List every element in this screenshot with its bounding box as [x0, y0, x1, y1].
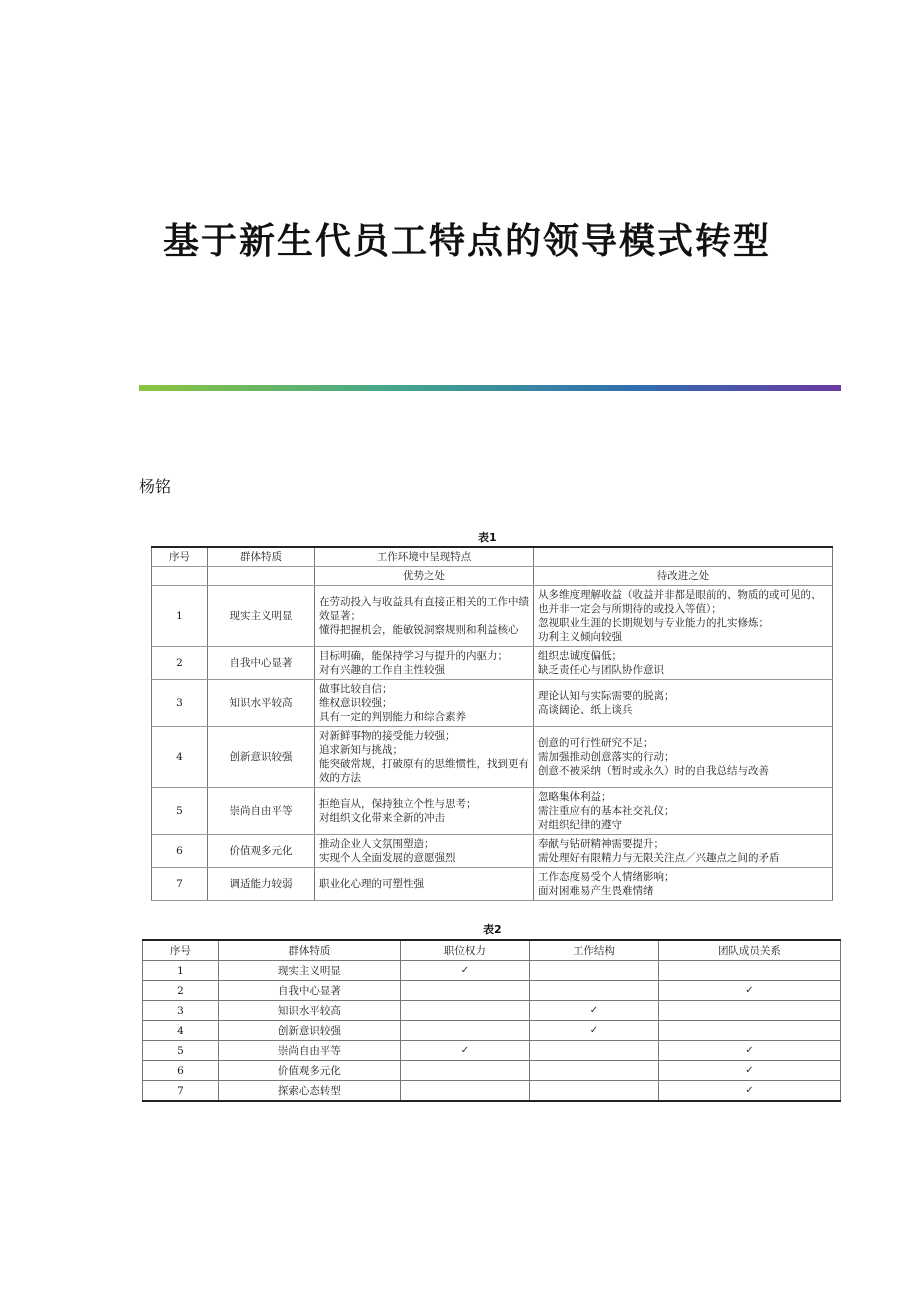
t1-cell-advantages — [315, 586, 534, 647]
t2-cell-power — [400, 1081, 529, 1102]
t1-cell-improvements — [534, 586, 833, 647]
table2-header-row — [143, 940, 841, 961]
t2-cell-power — [400, 1021, 529, 1041]
t1-cell-improvements — [534, 868, 833, 901]
t1-cell-advantages — [315, 788, 534, 835]
t1-cell-num: 6 — [152, 835, 208, 868]
improvement-item: 忽视职业生涯的长期规划与专业能力的扎实修炼； — [538, 617, 769, 629]
advantage-list — [319, 877, 529, 891]
t1-header-blank — [534, 547, 833, 567]
improvement-list — [538, 736, 828, 778]
advantage-item: 对新鲜事物的接受能力较强； — [319, 730, 456, 742]
t1-cell-trait: 创新意识较强 — [208, 727, 315, 788]
t1-subheader-empty — [152, 567, 208, 586]
t2-cell-structure — [529, 1041, 658, 1061]
table1-row — [152, 586, 833, 647]
table1-row — [152, 835, 833, 868]
improvement-item: 缺乏责任心与团队协作意识 — [538, 664, 664, 676]
t2-cell-relation — [658, 1041, 840, 1061]
t1-cell-trait: 自我中心显著 — [208, 647, 315, 680]
table2-body — [143, 961, 841, 1102]
t2-cell-power — [400, 981, 529, 1001]
advantage-item: 具有一定的判别能力和综合素养 — [319, 711, 466, 723]
table2-row — [143, 961, 841, 981]
t1-subheader-empty — [208, 567, 315, 586]
advantage-list — [319, 797, 529, 825]
t2-cell-trait: 自我中心显著 — [218, 981, 400, 1001]
t1-cell-advantages — [315, 680, 534, 727]
t1-cell-num: 2 — [152, 647, 208, 680]
improvement-item: 组织忠诚度偏低； — [538, 650, 622, 662]
t2-cell-relation — [658, 1061, 840, 1081]
t1-cell-num: 3 — [152, 680, 208, 727]
table1-body — [152, 586, 833, 901]
advantage-item: 维权意识较强； — [319, 697, 393, 709]
advantage-item: 推动企业人文氛围塑造； — [319, 838, 435, 850]
t2-cell-num: 2 — [143, 981, 219, 1001]
advantage-list — [319, 682, 529, 724]
advantage-item: 追求新知与挑战； — [319, 744, 403, 756]
t2-cell-power — [400, 1001, 529, 1021]
advantage-list — [319, 729, 529, 785]
t2-cell-power — [400, 1041, 529, 1061]
advantage-item: 在劳动投入与收益具有直接正相关的工作中绩效显著； — [319, 596, 529, 622]
check-icon: ✓ — [460, 965, 470, 976]
advantage-item: 对有兴趣的工作自主性较强 — [319, 664, 445, 676]
author-name: 杨铭 — [139, 477, 172, 496]
check-icon: ✓ — [745, 1065, 754, 1076]
t1-cell-advantages — [315, 868, 534, 901]
improvement-item: 面对困难易产生畏难情绪 — [538, 885, 654, 897]
t2-cell-structure — [529, 981, 658, 1001]
t1-cell-trait: 崇尚自由平等 — [208, 788, 315, 835]
t2-cell-num: 5 — [143, 1041, 219, 1061]
table1-row — [152, 788, 833, 835]
table2-caption: 表2 — [483, 923, 502, 936]
t1-cell-num: 5 — [152, 788, 208, 835]
improvement-item: 对组织纪律的遵守 — [538, 819, 622, 831]
check-icon: ✓ — [589, 1025, 599, 1036]
table1 — [151, 546, 833, 901]
t2-cell-num: 3 — [143, 1001, 219, 1021]
table1-row — [152, 727, 833, 788]
advantage-item: 实现个人全面发展的意愿强烈 — [319, 852, 456, 864]
advantage-list — [319, 837, 529, 865]
check-icon: ✓ — [745, 985, 754, 996]
table1-row — [152, 647, 833, 680]
t2-header-cell: 群体特质 — [218, 940, 400, 961]
t1-header-advantage: 优势之处 — [315, 567, 534, 586]
t1-header-env: 工作环境中呈现特点 — [315, 547, 534, 567]
check-icon: ✓ — [745, 1045, 754, 1056]
t2-header-cell: 工作结构 — [529, 940, 658, 961]
advantage-item: 能突破常规，打破原有的思维惯性，找到更有效的方法 — [319, 758, 529, 784]
t2-cell-num: 6 — [143, 1061, 219, 1081]
t2-cell-trait: 知识水平较高 — [218, 1001, 400, 1021]
advantage-item: 对组织文化带来全新的冲击 — [319, 812, 445, 824]
t2-cell-trait: 现实主义明显 — [218, 961, 400, 981]
advantage-list — [319, 649, 529, 677]
advantage-item: 拒绝盲从，保持独立个性与思考； — [319, 798, 477, 810]
t2-cell-structure — [529, 1001, 658, 1021]
t1-cell-num: 4 — [152, 727, 208, 788]
t1-cell-advantages — [315, 727, 534, 788]
t1-cell-improvements — [534, 788, 833, 835]
t1-header-trait: 群体特质 — [208, 547, 315, 567]
t1-cell-trait: 现实主义明显 — [208, 586, 315, 647]
t2-cell-trait: 创新意识较强 — [218, 1021, 400, 1041]
table2-row — [143, 1041, 841, 1061]
improvement-list — [538, 870, 828, 898]
table2-row — [143, 1061, 841, 1081]
t2-cell-structure — [529, 1081, 658, 1102]
check-icon: ✓ — [460, 1045, 470, 1056]
advantage-item: 职业化心理的可塑性强 — [319, 878, 424, 890]
table2-row — [143, 1001, 841, 1021]
t2-cell-num: 4 — [143, 1021, 219, 1041]
t2-header-cell: 序号 — [143, 940, 219, 961]
improvement-item: 奉献与钻研精神需要提升； — [538, 838, 664, 850]
improvement-item: 忽略集体利益； — [538, 791, 612, 803]
t2-cell-structure — [529, 1061, 658, 1081]
t1-cell-num: 7 — [152, 868, 208, 901]
t1-cell-advantages — [315, 647, 534, 680]
t2-cell-num: 7 — [143, 1081, 219, 1102]
table2 — [142, 939, 841, 1102]
t2-cell-trait: 探索心态转型 — [218, 1081, 400, 1102]
t1-cell-advantages — [315, 835, 534, 868]
table2-row — [143, 1081, 841, 1102]
t2-cell-relation — [658, 961, 840, 981]
t2-cell-trait: 价值观多元化 — [218, 1061, 400, 1081]
t2-cell-power — [400, 1061, 529, 1081]
table1-row — [152, 868, 833, 901]
t2-cell-relation — [658, 1081, 840, 1102]
table1-row — [152, 680, 833, 727]
improvement-list — [538, 790, 828, 832]
advantage-item: 做事比较自信； — [319, 683, 393, 695]
improvement-item: 需加强推动创意落实的行动； — [538, 751, 675, 763]
improvement-item: 高谈阔论、纸上谈兵 — [538, 704, 633, 716]
improvement-item: 功利主义倾向较强 — [538, 631, 622, 643]
t2-cell-trait: 崇尚自由平等 — [218, 1041, 400, 1061]
t1-cell-improvements — [534, 680, 833, 727]
t2-cell-power — [400, 961, 529, 981]
t1-cell-trait: 调适能力较弱 — [208, 868, 315, 901]
t1-header-improve: 待改进之处 — [534, 567, 833, 586]
table2-row — [143, 981, 841, 1001]
t1-cell-improvements — [534, 835, 833, 868]
t2-cell-structure — [529, 961, 658, 981]
gradient-divider — [139, 385, 841, 391]
t1-cell-trait: 价值观多元化 — [208, 835, 315, 868]
improvement-item: 从多维度理解收益（收益并非都是眼前的、物质的或可见的、也并非一定会与所期待的或投入等值）； — [538, 589, 822, 615]
table1-caption: 表1 — [478, 531, 497, 544]
improvement-item: 创意不被采纳（暂时或永久）时的自我总结与改善 — [538, 765, 769, 777]
improvement-item: 理论认知与实际需要的脱离； — [538, 690, 675, 702]
table2-row — [143, 1021, 841, 1041]
t1-cell-trait: 知识水平较高 — [208, 680, 315, 727]
t1-cell-num: 1 — [152, 586, 208, 647]
improvement-list — [538, 689, 828, 717]
t2-cell-relation — [658, 1021, 840, 1041]
t1-cell-improvements — [534, 727, 833, 788]
document-title: 基于新生代员工特点的领导模式转型 — [163, 220, 772, 262]
improvement-list — [538, 588, 828, 644]
t1-cell-improvements — [534, 647, 833, 680]
t2-cell-num: 1 — [143, 961, 219, 981]
improvement-item: 创意的可行性研究不足； — [538, 737, 654, 749]
check-icon: ✓ — [589, 1005, 599, 1016]
improvement-list — [538, 649, 828, 677]
advantage-item: 懂得把握机会，能敏锐洞察规则和利益核心 — [319, 624, 519, 636]
improvement-item: 需注重应有的基本社交礼仪； — [538, 805, 675, 817]
t1-header-num: 序号 — [152, 547, 208, 567]
t2-cell-relation — [658, 1001, 840, 1021]
improvement-item: 工作态度易受个人情绪影响； — [538, 871, 675, 883]
check-icon: ✓ — [745, 1085, 754, 1096]
t2-cell-relation — [658, 981, 840, 1001]
t2-cell-structure — [529, 1021, 658, 1041]
t2-header-cell: 团队成员关系 — [658, 940, 840, 961]
t2-header-cell: 职位权力 — [400, 940, 529, 961]
improvement-item: 需处理好有限精力与无限关注点／兴趣点之间的矛盾 — [538, 852, 780, 864]
advantage-item: 目标明确，能保持学习与提升的内驱力； — [319, 650, 508, 662]
advantage-list — [319, 595, 529, 637]
improvement-list — [538, 837, 828, 865]
